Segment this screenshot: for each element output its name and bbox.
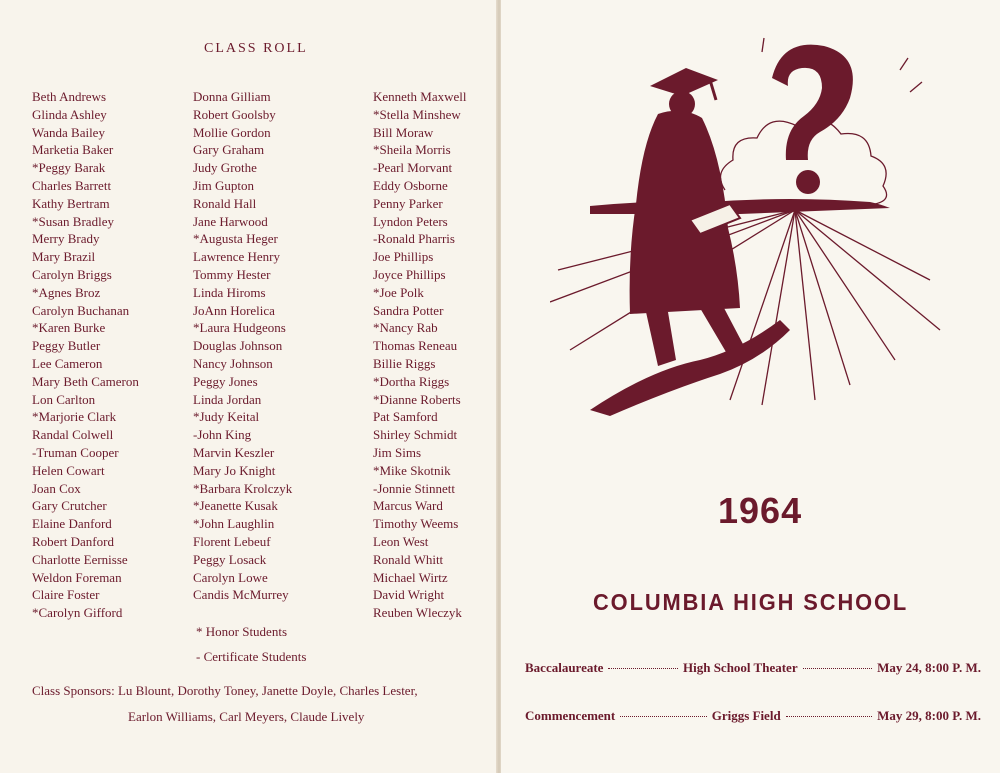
- student-name: Peggy Jones: [193, 373, 258, 389]
- student-name: *Peggy Barak: [32, 160, 106, 176]
- student-name: Merry Brady: [32, 231, 100, 247]
- student-name: Mary Beth Cameron: [32, 373, 139, 389]
- student-name: Mollie Gordon: [193, 124, 271, 140]
- student-name: Carolyn Buchanan: [32, 302, 130, 318]
- student-name: *Augusta Heger: [193, 231, 278, 247]
- student-name: Peggy Butler: [32, 338, 101, 354]
- event-name: Baccalaureate: [525, 660, 604, 675]
- student-name: Wanda Bailey: [32, 124, 105, 140]
- student-name: Pat Samford: [373, 409, 438, 425]
- student-name: Lawrence Henry: [193, 249, 280, 265]
- student-name: Joyce Phillips: [373, 266, 446, 282]
- student-name: *Mike Skotnik: [373, 462, 451, 478]
- student-name: Linda Hiroms: [193, 284, 266, 300]
- student-name: *Dortha Riggs: [373, 373, 450, 389]
- student-name: Tommy Hester: [193, 266, 271, 282]
- legend-honor: * Honor Students: [196, 624, 287, 639]
- dot-leader: [803, 667, 873, 669]
- student-name: Lee Cameron: [32, 355, 103, 371]
- legend-certificate: - Certificate Students: [196, 649, 307, 664]
- year-heading: 1964: [718, 490, 803, 531]
- student-name: *Dianne Roberts: [373, 391, 461, 407]
- student-name: *Carolyn Gifford: [32, 605, 123, 621]
- student-name: *Judy Keital: [193, 409, 260, 425]
- student-name: JoAnn Horelica: [193, 302, 275, 318]
- student-name: Ronald Hall: [193, 195, 257, 211]
- student-name: Charlotte Eernisse: [32, 551, 128, 567]
- student-name: *Susan Bradley: [32, 213, 114, 229]
- student-name: Joan Cox: [32, 480, 81, 496]
- student-name: Helen Cowart: [32, 462, 105, 478]
- student-name: Gary Graham: [193, 142, 265, 158]
- student-name: Jim Gupton: [193, 177, 255, 193]
- student-name: Linda Jordan: [193, 391, 262, 407]
- student-name: Florent Lebeuf: [193, 533, 271, 549]
- student-name: Peggy Losack: [193, 551, 267, 567]
- student-name: *Agnes Broz: [32, 284, 101, 300]
- student-name: -Pearl Morvant: [373, 160, 453, 176]
- student-name: *Joe Polk: [373, 284, 424, 300]
- student-name: Carolyn Briggs: [32, 266, 112, 282]
- student-name: *Barbara Krolczyk: [193, 480, 293, 496]
- student-name: Eddy Osborne: [373, 177, 448, 193]
- student-name: Marcus Ward: [373, 498, 443, 514]
- event-place: High School Theater: [683, 660, 798, 675]
- student-name: Beth Andrews: [32, 89, 107, 104]
- student-name: Charles Barrett: [32, 177, 112, 193]
- student-name: Leon West: [373, 533, 429, 549]
- roll-column-2: [193, 88, 292, 604]
- student-name: Penny Parker: [373, 195, 443, 211]
- dot-leader: [608, 667, 678, 669]
- event-name: Commencement: [525, 708, 616, 723]
- dot-leader: [620, 715, 706, 717]
- student-name: Lon Carlton: [32, 391, 96, 407]
- student-name: Donna Gilliam: [193, 89, 271, 104]
- student-name: Sandra Potter: [373, 302, 444, 318]
- student-name: Mary Jo Knight: [193, 462, 276, 478]
- student-name: *Jeanette Kusak: [193, 498, 278, 514]
- class-roll-title: CLASS ROLL: [204, 41, 308, 56]
- student-name: Thomas Reneau: [373, 338, 458, 354]
- student-name: David Wright: [373, 587, 445, 603]
- event-place: Griggs Field: [711, 708, 781, 723]
- student-name: Reuben Wleczyk: [373, 605, 462, 621]
- student-name: Carolyn Lowe: [193, 569, 268, 585]
- student-name: Marvin Keszler: [193, 444, 275, 460]
- student-name: *Karen Burke: [32, 320, 106, 336]
- student-name: Lyndon Peters: [373, 213, 448, 229]
- student-name: Robert Danford: [32, 533, 114, 549]
- event-baccalaureate: [525, 660, 981, 680]
- dot-leader: [786, 715, 872, 717]
- student-name: *Marjorie Clark: [32, 409, 117, 425]
- student-name: *Laura Hudgeons: [193, 320, 286, 336]
- student-name: *Sheila Morris: [373, 142, 451, 158]
- student-name: *Stella Minshew: [373, 106, 461, 122]
- student-name: Gary Crutcher: [32, 498, 107, 514]
- student-name: Michael Wirtz: [373, 569, 448, 585]
- student-name: Candis McMurrey: [193, 587, 289, 603]
- student-name: -John King: [193, 427, 252, 443]
- event-commencement: [525, 708, 981, 728]
- student-name: -Ronald Pharris: [373, 231, 455, 247]
- sponsors-line-1: Class Sponsors: Lu Blount, Dorothy Toney, Janette Doyle, Charles Lester,: [32, 683, 418, 698]
- student-name: Nancy Johnson: [193, 355, 273, 371]
- student-name: *Nancy Rab: [373, 320, 438, 336]
- class-roll-page: [0, 0, 497, 773]
- graduate-illustration: [550, 30, 950, 420]
- student-name: Bill Moraw: [373, 124, 434, 140]
- student-name: Timothy Weems: [373, 516, 459, 532]
- student-name: Randal Colwell: [32, 427, 114, 443]
- sponsors-line-2: Earlon Williams, Carl Meyers, Claude Lively: [128, 709, 365, 724]
- student-name: Joe Phillips: [373, 249, 434, 265]
- student-name: -Truman Cooper: [32, 444, 119, 460]
- roll-column-3: [373, 88, 467, 622]
- student-name: Billie Riggs: [373, 355, 436, 371]
- student-name: Ronald Whitt: [373, 551, 444, 567]
- student-name: *John Laughlin: [193, 516, 275, 532]
- student-name: Jane Harwood: [193, 213, 268, 229]
- student-name: Elaine Danford: [32, 516, 112, 532]
- student-name: Judy Grothe: [193, 160, 257, 176]
- student-name: Claire Foster: [32, 587, 100, 603]
- student-name: Kathy Bertram: [32, 195, 110, 211]
- school-name: COLUMBIA HIGH SCHOOL: [593, 589, 909, 615]
- student-name: Shirley Schmidt: [373, 427, 458, 443]
- student-name: Robert Goolsby: [193, 106, 276, 122]
- student-name: Marketia Baker: [32, 142, 114, 158]
- event-date: May 29, 8:00 P. M.: [877, 708, 981, 723]
- student-name: Mary Brazil: [32, 249, 96, 265]
- student-name: Jim Sims: [373, 444, 422, 460]
- student-name: Glinda Ashley: [32, 106, 107, 122]
- student-name: -Jonnie Stinnett: [373, 480, 455, 496]
- student-name: Kenneth Maxwell: [373, 89, 467, 104]
- student-name: Weldon Foreman: [32, 569, 122, 585]
- student-name: Douglas Johnson: [193, 338, 283, 354]
- event-date: May 24, 8:00 P. M.: [877, 660, 982, 675]
- roll-column-1: [32, 88, 139, 622]
